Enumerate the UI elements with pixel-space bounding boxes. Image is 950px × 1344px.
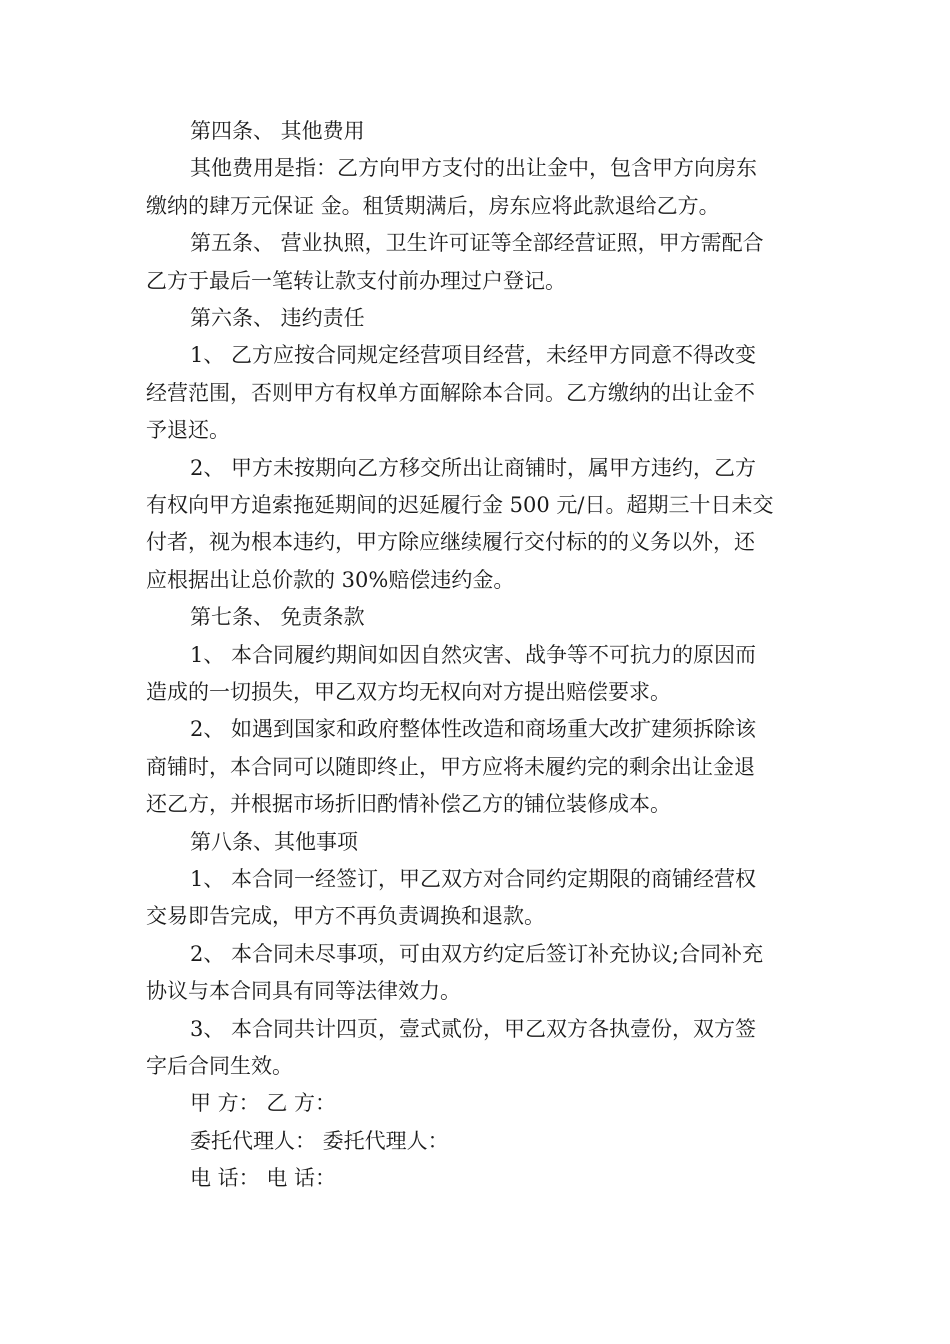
document-line: 第六条、 违约责任 [190, 306, 365, 330]
document-line: 经营范围，否则甲方有权单方面解除本合同。乙方缴纳的出让金不 [146, 381, 755, 405]
document-line: 其他费用是指：乙方向甲方支付的出让金中，包含甲方向房东 [190, 156, 757, 180]
document-line: 2、 如遇到国家和政府整体性改造和商场重大改扩建须拆除该 [190, 717, 757, 741]
document-line: 1、 本合同履约期间如因自然灾害、战争等不可抗力的原因而 [190, 643, 757, 667]
document-line: 还乙方，并根据市场折旧酌情补偿乙方的铺位装修成本。 [146, 792, 671, 816]
document-line: 造成的一切损失，甲乙双方均无权向对方提出赔偿要求。 [146, 680, 671, 704]
document-line: 交易即告完成，甲方不再负责调换和退款。 [146, 904, 545, 928]
document-line: 第八条、其他事项 [190, 830, 358, 854]
document-line: 第四条、 其他费用 [190, 119, 365, 143]
document-line: 字后合同生效。 [146, 1054, 293, 1078]
document-line: 乙方于最后一笔转让款支付前办理过户登记。 [146, 269, 566, 293]
document-line: 委托代理人： 委托代理人： [190, 1129, 449, 1153]
document-line: 予退还。 [146, 418, 230, 442]
document-line: 电 话： 电 话： [190, 1166, 337, 1190]
document-line: 1、 本合同一经签订，甲乙双方对合同约定期限的商铺经营权 [190, 867, 757, 891]
document-line: 第七条、 免责条款 [190, 605, 365, 629]
document-line: 商铺时，本合同可以随即终止，甲方应将未履约完的剩余出让金退 [146, 755, 755, 779]
document-line: 缴纳的肆万元保证 金。租赁期满后，房东应将此款退给乙方。 [146, 194, 720, 218]
document-line: 协议与本合同具有同等法律效力。 [146, 979, 461, 1003]
document-line: 有权向甲方追索拖延期间的迟延履行金 500 元/日。超期三十日未交 [146, 493, 774, 517]
document-line: 2、 本合同未尽事项，可由双方约定后签订补充协议;合同补充 [190, 942, 764, 966]
document-line: 应根据出让总价款的 30%赔偿违约金。 [146, 568, 515, 592]
document-line: 1、 乙方应按合同规定经营项目经营，未经甲方同意不得改变 [190, 343, 757, 367]
document-line: 2、 甲方未按期向乙方移交所出让商铺时，属甲方违约，乙方 [190, 456, 757, 480]
document-line: 3、 本合同共计四页，壹式贰份，甲乙双方各执壹份，双方签 [190, 1017, 757, 1041]
document-line: 付者，视为根本违约，甲方除应继续履行交付标的的义务以外，还 [146, 530, 755, 554]
document-line: 第五条、 营业执照，卫生许可证等全部经营证照，甲方需配合 [190, 231, 764, 255]
document-line: 甲 方： 乙 方： [190, 1091, 337, 1115]
